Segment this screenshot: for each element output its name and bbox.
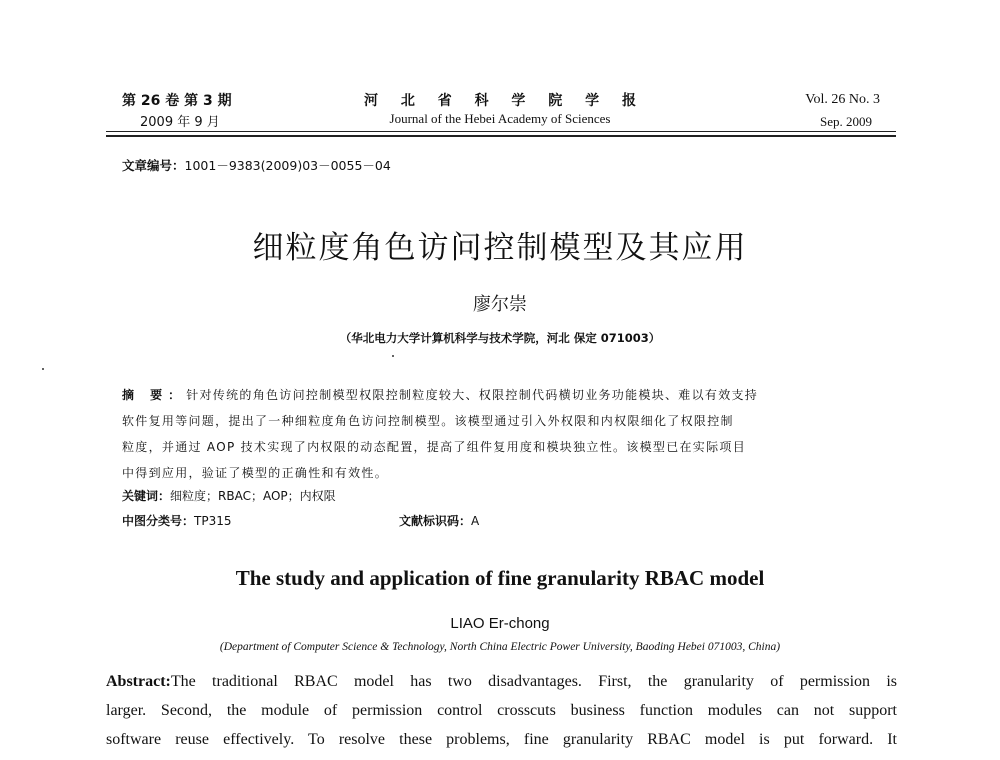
scan-speck — [42, 368, 44, 370]
paper-title-en: The study and application of fine granularity RBAC model — [235, 566, 765, 590]
article-number-value: 1001－9383(2009)03－0055－04 — [184, 158, 391, 173]
abstract-en-label: Abstract: — [106, 673, 171, 690]
abstract-cn-line: 中得到应用，验证了模型的正确性和有效性。 — [122, 466, 389, 480]
document-code-value: A — [471, 514, 480, 528]
author-name-en: LIAO Er-chong — [450, 615, 550, 632]
keywords-cn-value: 细粒度；RBAC；AOP；内权限 — [170, 489, 336, 503]
keywords-cn-label: 关键词： — [122, 489, 171, 503]
clc-label: 中图分类号： — [122, 514, 195, 528]
abstract-en-line: larger. Second, the module of permission control crosscuts business function modules can not support — [106, 702, 897, 719]
abstract-cn-line: 软件复用等问题，提出了一种细粒度角色访问控制模型。该模型通过引入外权限和内权限细化了权限控制 — [122, 414, 734, 428]
publication-date-en: Sep. 2009 — [820, 114, 872, 129]
publication-date-cn: 2009 年 9 月 — [140, 115, 220, 130]
volume-issue: 第 26 卷 第 3 期 — [122, 93, 232, 109]
abstract-cn-label: 摘 要： — [122, 388, 187, 402]
journal-name-en: Journal of the Hebei Academy of Sciences — [389, 111, 611, 126]
keywords-cn — [122, 487, 336, 504]
article-number-label: 文章编号： — [122, 158, 185, 173]
header-rule-thick — [106, 135, 896, 137]
abstract-en-line: software reuse effectively. To resolve these problems, fine granularity RBAC model is put forward. It — [106, 731, 897, 748]
paper-title-cn: 细粒度角色访问控制模型及其应用 — [252, 230, 748, 266]
header-rule-thin — [106, 131, 896, 132]
affiliation-cn: （华北电力大学计算机科学与技术学院，河北 保定 071003） — [339, 331, 661, 345]
scan-speck — [392, 355, 394, 357]
document-code-label: 文献标识码： — [399, 514, 472, 528]
document-code — [399, 512, 479, 529]
affiliation-en: (Department of Computer Science & Technology, North China Electric Power University, Baoding Hebei 071003, China) — [219, 641, 781, 653]
clc-value: TP315 — [194, 514, 232, 528]
volume-issue-en: Vol. 26 No. 3 — [805, 92, 880, 107]
abstract-cn — [122, 382, 882, 486]
author-name-cn: 廖尔崇 — [473, 294, 527, 315]
clc-number — [122, 512, 232, 529]
journal-name-cn: 河北省科学院学报 — [364, 93, 636, 109]
article-number — [122, 156, 391, 174]
abstract-en — [106, 667, 897, 754]
abstract-en-line: Abstract:The traditional RBAC model has two disadvantages. First, the granularity of permission is — [106, 673, 897, 690]
abstract-cn-line: 摘 要：针对传统的角色访问控制模型权限控制粒度较大、权限控制代码横切业务功能模块、难以有效支持 — [122, 388, 759, 402]
abstract-cn-line: 粒度，并通过 AOP 技术实现了内权限的动态配置，提高了组件复用度和模块独立性。该模型已在实际项目 — [122, 440, 747, 454]
